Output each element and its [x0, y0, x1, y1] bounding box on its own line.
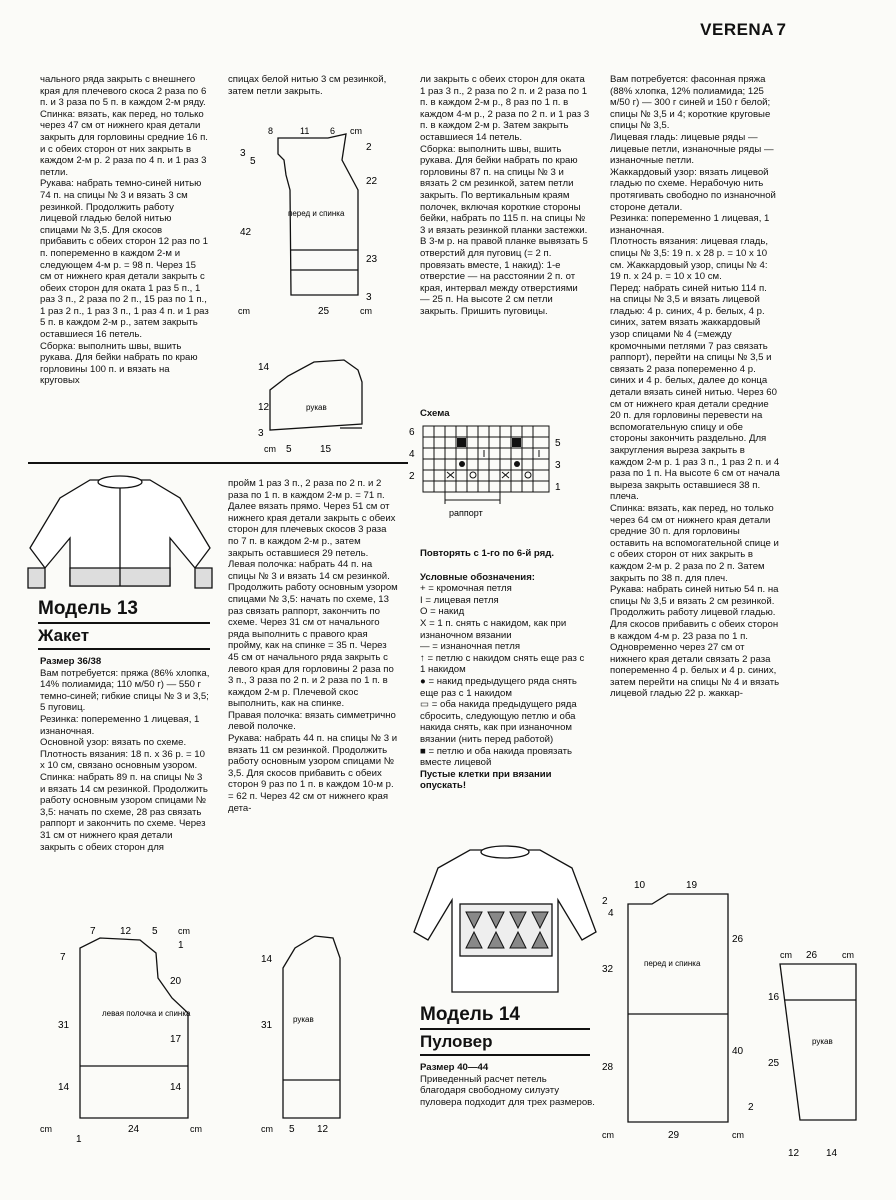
dim-3: 3 [240, 148, 246, 159]
diagram-label: левая полочка и спинка [102, 1009, 191, 1018]
row-number: 2 [409, 471, 415, 482]
paragraph: Спинка: набрать 89 п. на спицы № 3 и вязать 14 см резинкой. Продолжить работу основным узором спицами № 3,5: начать по схеме, 28 раз связать раппорт и закончить по схеме. Через 31 см от нижнего края детали закрыть с обеих сторон для [40, 771, 208, 853]
model-13-text [40, 656, 210, 853]
sleeve-diagram-2 [245, 918, 395, 1168]
paragraph: Левая полочка: набрать 44 п. на спицы № 3 и вязать 14 см резинкой. Продолжить работу основным узором спицами № 3,5: начать по схеме, 13 раз связать раппорт, закончить по схеме. Через 31 см от начального ряда выполнить с правого края пройму, как на спинке = 35 п. Через 45 см от начального ряда закрыть с левого края для горловины 2 раза по 3 п., 3 раза по 2 п. и 2 раза по 1 п. в каждом 2-м р. Плечевой скос выполнить, как на спинке. [228, 559, 398, 710]
dim-15: 15 [320, 444, 332, 455]
diagram-label: перед и спинка [644, 959, 701, 968]
paragraph: спицах белой нитью 3 см резинкой, затем петли закрыть. [228, 74, 387, 97]
row-number: 5 [555, 438, 561, 449]
magazine-title: VERENA [700, 20, 774, 39]
dim-25: 25 [318, 306, 330, 317]
paragraph: Рукава: набрать синей нитью 54 п. на спицы № 3,5 и вязать 2 см резинкой. Продолжить работу лицевой гладью. Для скосов прибавить с обеих сторон в каждом 4-м р. 23 раза по 1 п. Одновременно через 27 см от нижнего края детали связать 2 раза попеременно 4 р. белых и 4 р. синих, затем перейти на спицы № 4 и вязать лицевой гладью 22 р. жаккар- [610, 584, 780, 700]
paragraph: Резинка: попеременно 1 лицевая, 1 изнаночная. [610, 213, 770, 236]
paragraph: Приведенный расчет петель благодаря свободному силуэту пуловера подходит для трех размеров. [420, 1073, 595, 1108]
dim-25: 25 [768, 1058, 780, 1069]
paragraph: Вам потребуется: фасонная пряжа (88% хлопка, 12% полиамида; 125 м/50 г) — 300 г синей и 150 г белой; спицы № 3,5 и 4; короткие круговые спицы № 3,5. [610, 74, 771, 132]
paragraph: Основной узор: вязать по схеме. [40, 737, 187, 749]
dim-14: 14 [58, 1082, 70, 1093]
scheme-legend [420, 548, 590, 792]
dim-31: 31 [261, 1020, 273, 1031]
column-2-middle [228, 478, 398, 814]
heading-underline [420, 1028, 590, 1030]
dim-11: 11 [300, 126, 310, 136]
diagram-label: перед и спинка [288, 209, 345, 218]
pullover-illustration [410, 842, 600, 1002]
dim-1: 1 [178, 940, 184, 951]
model-14-title: Модель 14 [420, 1004, 520, 1025]
legend-item: ↑ = петлю с накидом снять еще раз с 1 накидом [420, 652, 585, 676]
dim-31: 31 [58, 1020, 70, 1031]
dim-cm: cm [178, 926, 190, 936]
left-front-back-diagram [40, 918, 220, 1168]
dim-5: 5 [286, 444, 292, 455]
dim-14: 14 [261, 954, 273, 965]
dim-7: 7 [90, 926, 96, 937]
legend-item: + = кромочная петля [420, 583, 512, 595]
paragraph: пройм 1 раз 3 п., 2 раза по 2 п. и 2 раза по 1 п. в каждом 2-м р. = 71 п. Далее вязать прямо. Через 51 см от нижнего края детали закрыть с обеих сторон для плечевых скосов 3 раза по 7 п. в каждом 2-м р., затем закрыть оставшиеся 29 петель. [228, 478, 396, 559]
pullover-sleeve-diagram [770, 940, 890, 1165]
repeat-note: Повторять с 1-го по 6-й ряд. [420, 548, 554, 559]
dim-cm: cm [360, 306, 372, 316]
knitting-chart [405, 420, 575, 545]
paragraph: Вам потребуется: пряжа (86% хлопка, 14% полиамида; 110 м/50 г) — 550 г темно-синей; гибкие спицы № 3 и 3,5; 5 пуговиц. [40, 667, 210, 714]
rapport-label: раппорт [449, 508, 483, 518]
model-14-subtitle: Пуловер [420, 1032, 493, 1051]
dim-17: 17 [170, 1034, 182, 1045]
heading-underline [420, 1054, 590, 1056]
paragraph: Перед: набрать синей нитью 114 п. на спицы № 3,5 и вязать лицевой гладью: 4 р. синих, 4 р. белых, 4 р. синих, затем вязать жаккардовый узор спицами № 4 (=между кромочными петлями 7 раз связать раппорт), перейти на спицы № 3,5 и связать 2 раза попеременно 4 р. синих и 4 р. белых, далее до конца детали вязать синей нитью. Через 60 см от нижнего края детали средние 20 п. для горловины перевести на вспомогательную спицу и обе стороны закончить раздельно. Для закругления выреза закрыть в каждом 2-м р. 1 раз 3 п., 1 раз 2 п. и 4 раза по 1 п. На высоте 6 см от начала выреза закрыть оставшиеся 38 п. плеча. [610, 282, 780, 503]
row-number: 3 [555, 460, 561, 471]
dim-7: 7 [60, 952, 66, 963]
section-divider [28, 462, 408, 464]
legend-item: Пустые клетки при вязании опускать! [420, 768, 552, 792]
scheme-title: Схема [420, 408, 450, 419]
dim-12: 12 [120, 926, 132, 937]
dim-cm: cm [602, 1130, 614, 1140]
dim-cm: cm [264, 444, 276, 454]
diagram-label: рукав [293, 1015, 314, 1024]
dim-cm: cm [40, 1124, 52, 1134]
dim-2: 2 [748, 1102, 754, 1113]
row-number: 6 [409, 427, 415, 438]
dim-cm: cm [261, 1124, 273, 1134]
dim-14: 14 [258, 362, 270, 373]
dim-16: 16 [768, 992, 780, 1003]
page-number: 7 [776, 20, 786, 39]
dim-4: 4 [608, 908, 614, 919]
paragraph: Рукава: набрать 44 п. на спицы № 3 и вязать 11 см резинкой. Продолжить работу основным узором спицами № 3,5. Для скосов прибавить с обеих сторон 9 раз по 1 п. в каждом 10-м р. = 62 п. Через 42 см от нижнего края дета- [228, 733, 398, 814]
dim-10: 10 [634, 880, 646, 891]
size-line: Размер 36/38 [40, 656, 102, 667]
legend-item: I = лицевая петля [420, 594, 499, 606]
paragraph: чального ряда закрыть с внешнего края для плечевого скоса 2 раза по 6 п. и 3 раза по 5 п. в каждом 2-м ряду. [40, 74, 207, 109]
dim-29: 29 [668, 1130, 680, 1141]
dim-cm: cm [350, 126, 362, 136]
heading-underline [38, 648, 210, 650]
dim-3: 3 [366, 292, 372, 303]
column-1-top [40, 74, 210, 387]
dim-14: 14 [170, 1082, 182, 1093]
dim-8: 8 [268, 126, 274, 136]
dim-cm: cm [238, 306, 250, 316]
dim-20: 20 [170, 976, 182, 987]
paragraph: Сборка: выполнить швы, вшить рукава. Для бейки набрать по краю горловины 87 п. на спицы № 3 и вязать 2 см резинкой, затем петли закрыть. По вертикальным краям полочек, включая короткие стороны бейки, набрать по 115 п. на спицы № 3 и вязать резинкой планки застежки. В 3-м р. на правой планке вывязать 5 отверстий для пуговиц (= 2 п. провязать вместе, 1 накид): 1-е отверстие — на расстоянии 2 п. от края, интервал между отверстиями — 25 п. На высоте 2 см петли закрыть. Пришить пуговицы. [420, 143, 588, 317]
dim-3: 3 [258, 428, 264, 439]
paragraph: Резинка: попеременно 1 лицевая, 1 изнаночная. [40, 713, 200, 737]
dim-22: 22 [366, 176, 378, 187]
dim-5: 5 [289, 1124, 295, 1135]
legend-title: Условные обозначения: [420, 571, 535, 583]
dim-32: 32 [602, 964, 614, 975]
column-4 [610, 74, 780, 700]
paragraph: Плотность вязания: 18 п. х 36 р. = 10 х 10 см, связано основным узором. [40, 748, 205, 772]
page-header [0, 20, 896, 40]
paragraph: Спинка: вязать, как перед, но только через 47 см от нижнего края детали закрыть для горловины средние 16 п. и с обеих сторон от них закрыть в каждом 2-м р. 2 раза по 4 п. и 1 раз 3 петли. [40, 108, 208, 178]
dim-14: 14 [826, 1148, 838, 1159]
dim-cm: cm [732, 1130, 744, 1140]
column-2-top [228, 74, 398, 97]
dim-12: 12 [317, 1124, 329, 1135]
paragraph: ли закрыть с обеих сторон для оката 1 раз 3 п., 2 раза по 2 п. и 2 раза по 1 п. в каждом 2-м р., 8 раз по 1 п. в каждом 4-м р., 2 раза по 2 п. и 1 раз 3 п. в каждом 2-м р. Затем закрыть оставшиеся 14 петель. [420, 74, 590, 143]
row-number: 4 [409, 449, 415, 460]
model-13-title: Модель 13 [38, 598, 138, 619]
dim-42: 42 [240, 227, 252, 238]
sleeve-diagram [228, 340, 398, 460]
jacket-illustration [20, 468, 220, 598]
column-3-top [420, 74, 590, 317]
legend-item: ▭ = оба накида предыдущего ряда сбросить, следующую петлю и оба накида снять, как при изнаночном вязании (нить перед работой) [420, 699, 577, 745]
dim-5: 5 [250, 156, 256, 167]
dim-cm: cm [842, 950, 854, 960]
legend-item: ■ = петлю и оба накида провязать вместе лицевой [420, 745, 572, 769]
dim-cm: cm [780, 950, 792, 960]
paragraph: Лицевая гладь: лицевые ряды — лицевые петли, изнаночные ряды — изнаночные петли. [610, 131, 774, 167]
paragraph: Плотность вязания: лицевая гладь, спицы № 3,5: 19 п. х 28 р. = 10 х 10 см. Жаккардовый узор, спицы № 4: 19 п. х 24 р. = 10 х 10 см. [610, 236, 769, 283]
dim-1: 1 [76, 1134, 82, 1145]
model-13-subtitle: Жакет [38, 626, 90, 645]
legend-item: ● = накид предыдущего ряда снять еще раз с 1 накидом [420, 675, 577, 699]
dim-5: 5 [152, 926, 158, 937]
dim-23: 23 [366, 254, 378, 265]
dim-40: 40 [732, 1046, 744, 1057]
pullover-front-back-diagram [598, 874, 778, 1164]
paragraph: Правая полочка: вязать симметрично левой полочке. [228, 709, 396, 733]
dim-26: 26 [732, 934, 744, 945]
dim-28: 28 [602, 1062, 614, 1073]
front-back-diagram [228, 120, 398, 320]
paragraph: Спинка: вязать, как перед, но только через 64 см от нижнего края детали средние 30 п. для горловины оставить на вспомогательной спице и с обеих сторон от них закрыть в каждом 2-м р. 2 раза по 2 п. Затем закрыть по 38 п. для плеч. [610, 502, 779, 584]
legend-item: — = изнаночная петля [420, 641, 521, 653]
model-14-text [420, 1062, 595, 1108]
paragraph: Жаккардовый узор: вязать лицевой гладью по схеме. Нерабочую нить протягивать свободно по изнаночной стороне детали. [610, 166, 776, 213]
dim-6: 6 [330, 126, 336, 136]
legend-item: O = накид [420, 606, 465, 618]
dim-2: 2 [602, 896, 608, 907]
paragraph: Сборка: выполнить швы, вшить рукава. Для бейки набрать по краю горловины 100 п. и вязать на круговых [40, 340, 198, 387]
heading-underline [38, 622, 210, 624]
size-line: Размер 40—44 [420, 1062, 489, 1073]
dim-26: 26 [806, 950, 818, 961]
legend-item: X = 1 п. снять с накидом, как при изнаночном вязании [420, 617, 567, 641]
dim-24: 24 [128, 1124, 140, 1135]
dim-12: 12 [258, 402, 270, 413]
diagram-label: рукав [306, 403, 327, 412]
dim-12: 12 [788, 1148, 800, 1159]
diagram-label: рукав [812, 1037, 833, 1046]
dim-cm: cm [190, 1124, 202, 1134]
dim-2: 2 [366, 142, 372, 153]
dim-19: 19 [686, 880, 698, 891]
row-number: 1 [555, 482, 561, 493]
paragraph: Рукава: набрать темно-синей нитью 74 п. на спицы № 3 и вязать 3 см резинкой. Продолжить работу лицевой гладью белой нитью спицами № 3,5. Для скосов прибавить с обеих сторон 12 раз по 1 п. попеременно в каждом 2-м и следующем 4-м р. = 98 п. Через 15 см от нижнего края детали закрыть с обеих сторон для оката 1 раз 5 п., 1 раз 3 п., 2 раза по 2 п., 15 раз по 1 п., 1 раз 2 п., 1 раз 3 п., 1 раз 4 п. и 1 раз 5 п. в каждом 2-м р., затем закрыть оставшиеся 16 петель. [40, 178, 209, 341]
